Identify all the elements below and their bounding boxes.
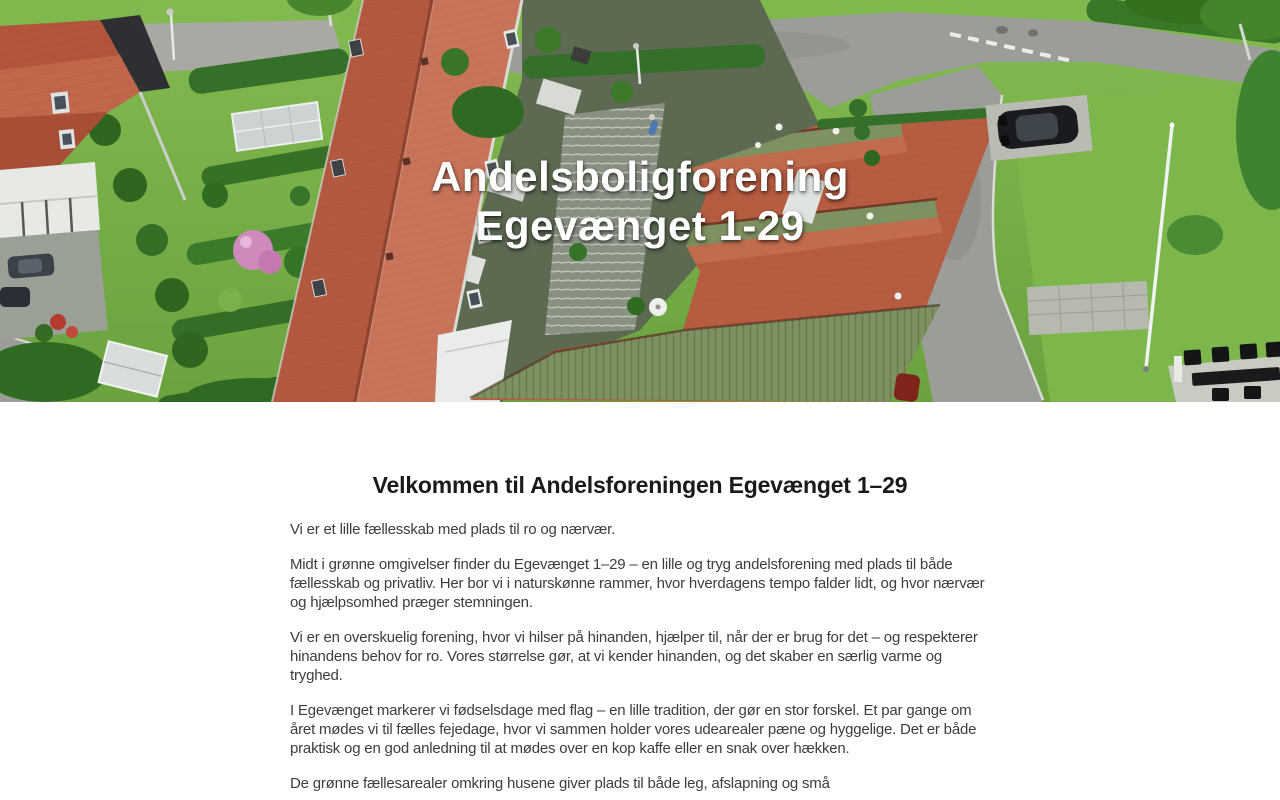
welcome-heading: Velkommen til Andelsforeningen Egevænget 1–29 [372,472,908,498]
parked-car-black [985,95,1092,161]
welcome-paragraph: De grønne fællesarealer omkring husene giver plads til både leg, afslapning og små [290,775,830,792]
welcome-paragraph: Vi er en overskuelig forening, hvor vi hilser på hinanden, hjælper til, når der er brug for det – og respekterer hinandens behov for ro. Vores størrelse gør, at vi kender hinanden, og det skaber en særlig varme og tryghed. [290,629,978,684]
welcome-paragraph: I Egevænget markerer vi fødselsdage med flag – en lille tradition, der gør en stor forskel. Et par gange om året mødes vi til fælles fejedage, hvor vi sammen holder vores udearealer pæne og hyggelige. Det er både praktisk og en god anledning til at mødes over en kop kaffe eller en snak over hækken. [290,702,977,757]
welcome-section [290,402,990,793]
welcome-paragraph: Vi er et lille fællesskab med plads til ro og nærvær. [290,521,616,538]
welcome-paragraph: Midt i grønne omgivelser finder du Egevænget 1–29 – en lille og tryg andelsforening med plads til både fællesskab og privatliv. Her bor vi i naturskønne rammer, hvor hverdagens tempo falder lidt, og hvor nærvær og hjælpsomhed præger stemningen. [290,556,985,611]
hero-title-line1: Andelsboligforening [431,153,849,200]
hero-title-line2: Egevænget 1-29 [475,202,805,249]
paved-patch [1027,281,1149,335]
parked-car-small [7,253,55,279]
parked-car-red [893,372,921,402]
